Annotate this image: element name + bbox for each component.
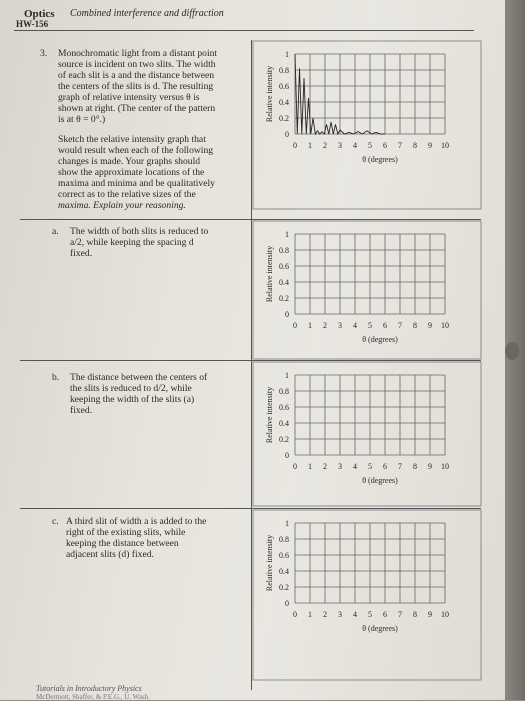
question-line: the centers of the slits is d. The resulting [58, 81, 214, 92]
y-tick-label: 0.2 [279, 114, 289, 123]
part-line: A third slit of width a is added to the [66, 516, 207, 527]
x-tick-label: 4 [353, 141, 357, 150]
x-tick-label: 0 [293, 610, 297, 619]
x-tick-label: 2 [323, 141, 327, 150]
x-tick-label: 0 [293, 462, 297, 471]
intensity-graph-part-c[interactable] [252, 509, 482, 681]
x-tick-label: 9 [428, 141, 432, 150]
x-tick-label: 5 [368, 141, 372, 150]
x-tick-label: 2 [323, 462, 327, 471]
x-tick-label: 1 [308, 610, 312, 619]
header-subtitle: Combined interference and diffraction [70, 8, 224, 19]
x-tick-label: 4 [353, 610, 357, 619]
header-code: HW-156 [16, 19, 49, 29]
x-tick-label: 0 [293, 141, 297, 150]
x-axis-label: θ (degrees) [362, 624, 398, 633]
x-tick-label: 9 [428, 610, 432, 619]
question-line: Monochromatic light from a distant point [58, 48, 218, 59]
instruction-line: Sketch the relative intensity graph that [58, 134, 206, 145]
y-axis-label: Relative intensity [265, 65, 274, 123]
y-tick-label: 0.2 [279, 435, 289, 444]
instruction-line: would result when each of the following [58, 145, 214, 156]
x-tick-label: 8 [413, 610, 417, 619]
y-tick-label: 0 [285, 310, 289, 319]
x-tick-label: 6 [383, 610, 387, 619]
y-tick-label: 0 [285, 451, 289, 460]
y-tick-label: 0.8 [279, 535, 289, 544]
instruction-line: changes is made. Your graphs should [58, 156, 201, 167]
y-tick-label: 0.4 [279, 278, 289, 287]
y-tick-label: 1 [285, 519, 289, 528]
x-tick-label: 1 [308, 462, 312, 471]
x-tick-label: 9 [428, 321, 432, 330]
x-tick-label: 7 [398, 321, 402, 330]
x-tick-label: 10 [441, 610, 449, 619]
x-tick-label: 6 [383, 141, 387, 150]
question-line: graph of relative intensity versus θ is [58, 92, 200, 103]
y-tick-label: 0 [285, 130, 289, 139]
y-axis-label: Relative intensity [265, 534, 274, 592]
instruction-line: maxima and minima and be qualitatively [58, 178, 215, 189]
y-tick-label: 1 [285, 230, 289, 239]
part-line: right of the existing slits, while [66, 527, 186, 538]
part-line: The distance between the centers of [70, 372, 208, 383]
part-c-label: c. [52, 516, 59, 527]
x-tick-label: 8 [413, 462, 417, 471]
header-rule [14, 30, 474, 31]
question-text [58, 48, 248, 125]
footer-credits: McDermott, Shaffer, & P.E.G., U. Wash. [36, 693, 150, 701]
part-a-text [70, 226, 248, 259]
part-b-text [70, 372, 248, 416]
y-tick-label: 0.2 [279, 583, 289, 592]
x-tick-label: 8 [413, 141, 417, 150]
part-a-label: a. [52, 226, 59, 237]
intensity-graph-part-a[interactable] [252, 220, 482, 360]
x-tick-label: 1 [308, 321, 312, 330]
y-tick-label: 0.6 [279, 403, 289, 412]
part-b-label: b. [52, 372, 60, 383]
instruction-line: maxima. Explain your reasoning. [58, 200, 186, 211]
binder-edge [505, 0, 525, 700]
x-axis-label: θ (degrees) [362, 155, 398, 164]
x-axis-label: θ (degrees) [362, 335, 398, 344]
part-line: keeping the width of the slits (a) [70, 394, 195, 405]
x-tick-label: 4 [353, 321, 357, 330]
intensity-graph-original [252, 40, 482, 210]
y-tick-label: 0.8 [279, 246, 289, 255]
header-course: Optics [24, 8, 55, 20]
x-tick-label: 7 [398, 462, 402, 471]
y-axis-label: Relative intensity [265, 245, 274, 303]
x-tick-label: 9 [428, 462, 432, 471]
question-line: is at θ = 0°.) [58, 114, 106, 125]
binder-hole [505, 342, 519, 360]
part-line: keeping the distance between [66, 538, 179, 549]
x-tick-label: 4 [353, 462, 357, 471]
part-line: fixed. [70, 248, 93, 259]
x-axis-label: θ (degrees) [362, 476, 398, 485]
instruction-line: show the approximate locations of the [58, 167, 205, 178]
x-tick-label: 7 [398, 141, 402, 150]
x-tick-label: 5 [368, 462, 372, 471]
y-tick-label: 0.8 [279, 66, 289, 75]
part-line: adjacent slits (d) fixed. [66, 549, 154, 560]
instruction-line: correct as to the relative sizes of the [58, 189, 196, 200]
x-tick-label: 3 [338, 141, 342, 150]
y-tick-label: 0.4 [279, 98, 289, 107]
x-tick-label: 5 [368, 610, 372, 619]
x-tick-label: 2 [323, 610, 327, 619]
question-number: 3. [40, 48, 48, 59]
y-tick-label: 0.6 [279, 262, 289, 271]
x-tick-label: 7 [398, 610, 402, 619]
y-tick-label: 1 [285, 50, 289, 59]
part-c-text [66, 516, 250, 560]
part-line: a/2, while keeping the spacing d [70, 237, 194, 248]
instructions-text [58, 134, 248, 211]
question-line: shown at right. (The center of the pattern [58, 103, 216, 114]
x-tick-label: 10 [441, 141, 449, 150]
y-tick-label: 1 [285, 371, 289, 380]
question-line: source is incident on two slits. The width [58, 59, 216, 70]
y-axis-label: Relative intensity [265, 386, 274, 444]
y-tick-label: 0 [285, 599, 289, 608]
x-tick-label: 5 [368, 321, 372, 330]
x-tick-label: 10 [441, 321, 449, 330]
x-tick-label: 8 [413, 321, 417, 330]
y-tick-label: 0.8 [279, 387, 289, 396]
x-tick-label: 10 [441, 462, 449, 471]
y-tick-label: 0.6 [279, 551, 289, 560]
x-tick-label: 3 [338, 321, 342, 330]
part-line: the slits is reduced to d/2, while [70, 383, 192, 394]
x-tick-label: 3 [338, 610, 342, 619]
y-tick-label: 0.2 [279, 294, 289, 303]
footer-title: Tutorials in Introductory Physics [36, 684, 142, 693]
x-tick-label: 0 [293, 321, 297, 330]
question-line: of each slit is a and the distance between [58, 70, 215, 81]
y-tick-label: 0.4 [279, 419, 289, 428]
y-tick-label: 0.4 [279, 567, 289, 576]
x-tick-label: 6 [383, 462, 387, 471]
part-line: The width of both slits is reduced to [70, 226, 209, 237]
y-tick-label: 0.6 [279, 82, 289, 91]
intensity-graph-part-b[interactable] [252, 361, 482, 507]
part-line: fixed. [70, 405, 93, 416]
x-tick-label: 6 [383, 321, 387, 330]
x-tick-label: 1 [308, 141, 312, 150]
x-tick-label: 3 [338, 462, 342, 471]
x-tick-label: 2 [323, 321, 327, 330]
